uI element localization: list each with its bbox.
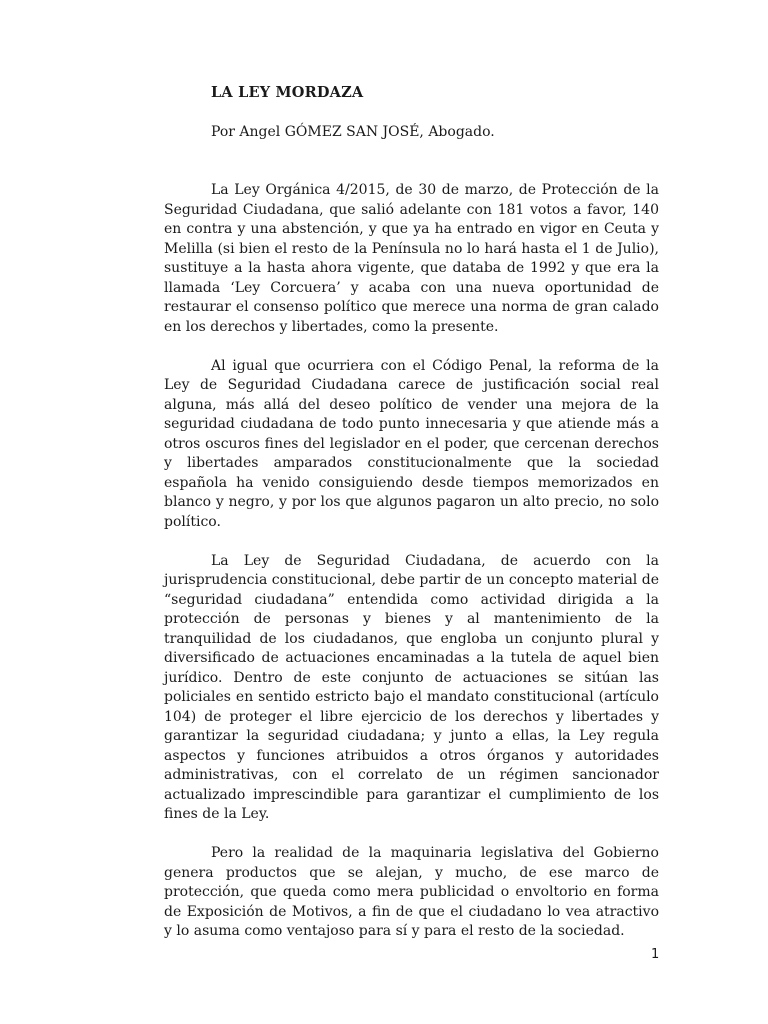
- document-body: [164, 181, 659, 961]
- paragraph-1: La Ley Orgánica 4/2015, de 30 de marzo, de Protección de la Seguridad Ciudadana, que salió adelante con 181 votos a favor, 140 en contra y una abstención, y que ya ha entrado en vigor en Ceuta y Melilla (si bien el resto de la Península no lo hará hasta el 1 de Julio), sustituye a la hasta ahora vigente, que databa de 1992 y que era la llamada ‘Ley Corcuera’ y acaba con una nueva oportunidad de restaurar el consenso político que merece una norma de gran calado en los derechos y libertades, como la presente.: [164, 182, 659, 335]
- page-number: 1: [651, 947, 660, 962]
- paragraph-4: Pero la realidad de la maquinaria legislativa del Gobierno genera productos que se alejan, y mucho, de ese marco de protección, que queda como mera publicidad o envoltorio en forma de Exposición de Motivos, a fin de que el ciudadano lo vea atractivo y lo asuma como ventajoso para sí y para el resto de la sociedad.: [164, 845, 659, 939]
- paragraph-3: La Ley de Seguridad Ciudadana, de acuerdo con la jurisprudencia constitucional, debe partir de un concepto material de “seguridad ciudadana” entendida como actividad dirigida a la protección de personas y bienes y al mantenimiento de la tranquilidad de los ciudadanos, que engloba un conjunto plural y diversificado de actuaciones encaminadas a la tutela de aquel bien jurídico. Dentro de este conjunto de actuaciones se sitúan las policiales en sentido estricto bajo el mandato constitucional (artículo 104) de proteger el libre ejercicio de los derechos y libertades y garantizar la seguridad ciudadana; y junto a ellas, la Ley regula aspectos y funciones atribuidos a otros órganos y autoridades administrativas, con el correlato de un régimen sancionador actualizado imprescindible para garantizar el cumplimiento de los fines de la Ley.: [164, 552, 659, 822]
- document-title: LA LEY MORDAZA: [211, 84, 364, 101]
- author-byline: Por Angel GÓMEZ SAN JOSÉ, Abogado.: [211, 124, 495, 140]
- paragraph-2: Al igual que ocurriera con el Código Penal, la reforma de la Ley de Seguridad Ciudadana carece de justificación social real alguna, más allá del deseo político de vender una mejora de la seguridad ciudadana de todo punto innecesaria y que atiende más a otros oscuros fines del legislador en el poder, que cercenan derechos y libertades amparados constitucionalmente que la sociedad española ha venido consiguiendo desde tiempos memorizados en blanco y negro, y por los que algunos pagaron un alto precio, no solo político.: [164, 357, 659, 530]
